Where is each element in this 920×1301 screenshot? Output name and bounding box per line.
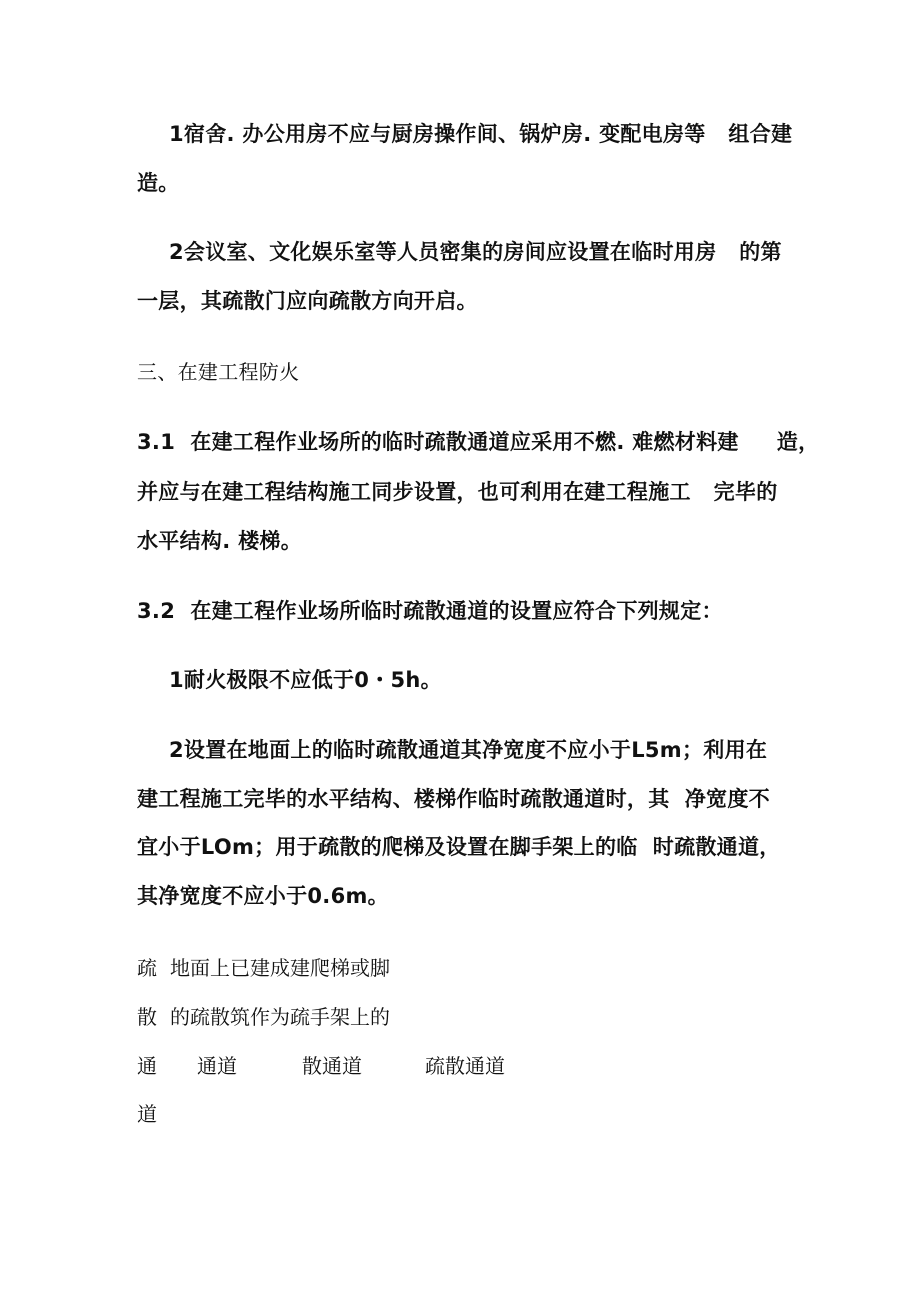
table-col1-cell: 疏 — [137, 956, 157, 980]
s31-line3: 水平结构. 楼梯。 — [137, 529, 302, 553]
table-row3-cell: 疏散通道 — [425, 1054, 505, 1078]
item1-line: 1耐火极限不应低于0・5h。 — [169, 668, 442, 692]
p2-line1: 2会议室、文化娱乐室等人员密集的房间应设置在临时用房 的第 — [169, 240, 782, 264]
table-col1-cell: 道 — [137, 1102, 157, 1126]
s31-line2: 并应与在建工程结构施工同步设置，也可利用在建工程施工 完毕的 — [137, 480, 778, 504]
s31-line1: 3.1 在建工程作业场所的临时疏散通道应采用不燃. 难燃材料建 造， — [137, 430, 820, 454]
p1-line1: 1宿舍. 办公用房不应与厨房操作间、锅炉房. 变配电房等 组合建 — [169, 122, 793, 146]
item2-line2: 建工程施工完毕的水平结构、楼梯作临时疏散通道时，其 净宽度不 — [137, 787, 770, 811]
item2-line4: 其净宽度不应小于0.6m。 — [137, 884, 389, 908]
table-row1-text: 地面上已建成建爬梯或脚 — [170, 956, 390, 980]
p2-line2: 一层，其疏散门应向疏散方向开启。 — [137, 289, 478, 313]
item2-line1: 2设置在地面上的临时疏散通道其净宽度不应小于L5m；利用在 — [169, 738, 768, 762]
table-col1-cell: 散 — [137, 1005, 157, 1029]
table-row2-text: 的疏散筑作为疏手架上的 — [170, 1005, 390, 1029]
item2-line3: 宜小于LOm；用于疏散的爬梯及设置在脚手架上的临 时疏散通道， — [137, 835, 781, 859]
table-row3-cell: 散通道 — [302, 1054, 362, 1078]
section-heading: 三、在建工程防火 — [137, 360, 300, 384]
s32-line1: 3.2 在建工程作业场所临时疏散通道的设置应符合下列规定： — [137, 599, 723, 623]
table-col1-cell: 通 — [137, 1054, 157, 1078]
p1-line2: 造。 — [137, 171, 180, 195]
table-row3-cell: 通道 — [197, 1054, 237, 1078]
